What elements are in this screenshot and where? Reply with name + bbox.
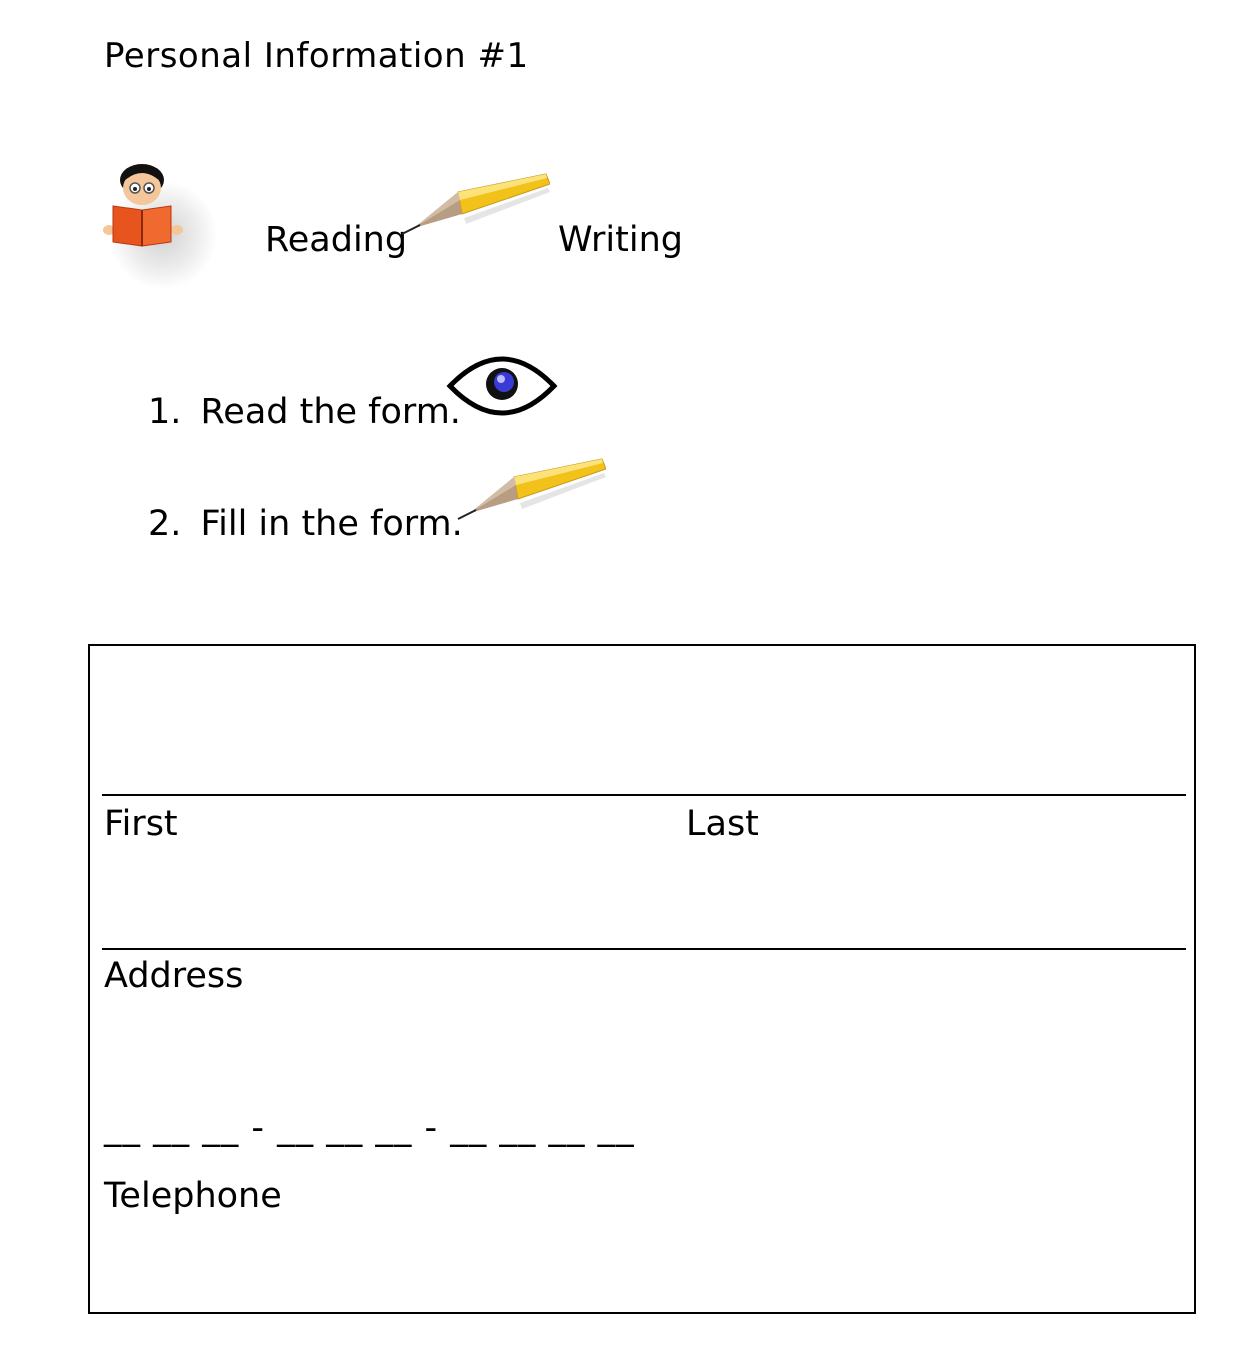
reading-label: Reading <box>265 220 408 260</box>
instruction-number: 2. <box>148 504 182 544</box>
pencil-icon <box>400 170 550 250</box>
instruction-number: 1. <box>148 392 182 432</box>
name-input-line[interactable] <box>102 794 1186 796</box>
telephone-input-blanks[interactable]: __ __ __ - __ __ __ - __ __ __ __ <box>104 1108 635 1148</box>
boy-reading-book-icon <box>100 160 190 250</box>
pencil-icon <box>456 455 606 535</box>
telephone-label: Telephone <box>104 1176 282 1216</box>
instruction-text: Read the form. <box>200 392 461 432</box>
instruction-1 <box>148 392 461 432</box>
writing-label: Writing <box>558 220 683 260</box>
address-input-line[interactable] <box>102 948 1186 950</box>
page-title: Personal Information #1 <box>104 36 529 76</box>
instruction-text: Fill in the form. <box>200 504 463 544</box>
first-name-label: First <box>104 804 178 844</box>
eye-icon <box>446 354 558 422</box>
last-name-label: Last <box>686 804 759 844</box>
address-label: Address <box>104 956 244 996</box>
instruction-2 <box>148 504 463 544</box>
